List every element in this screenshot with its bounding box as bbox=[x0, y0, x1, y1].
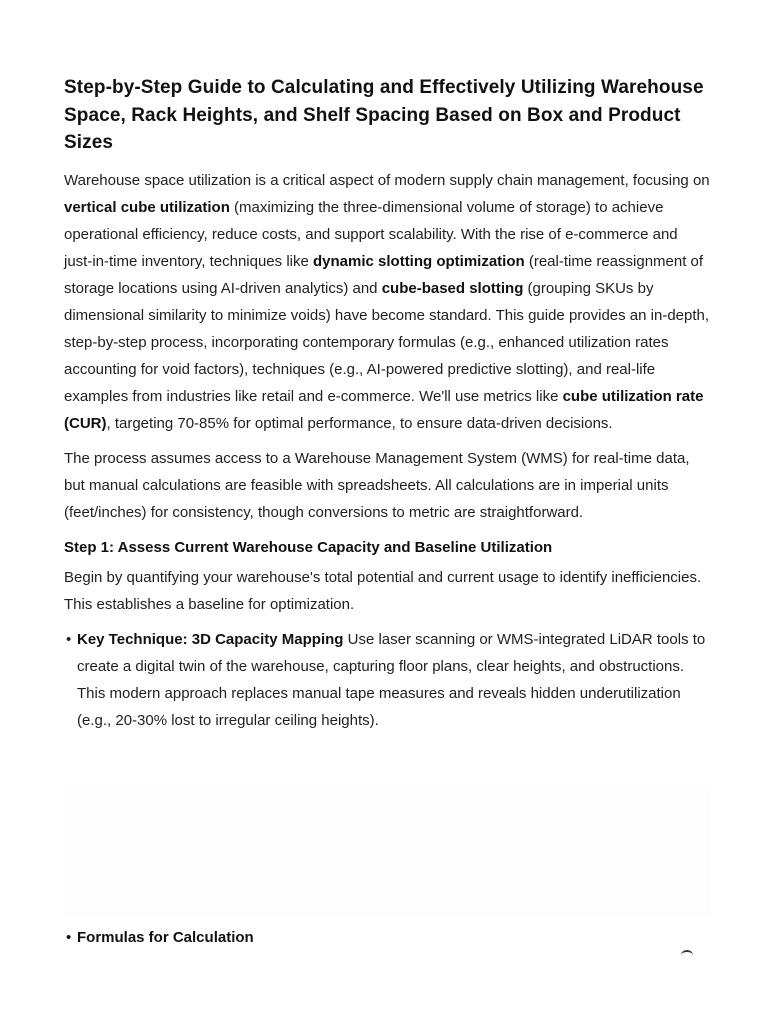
bullet-marker: • bbox=[66, 929, 72, 946]
intro-text-3: (real-time reassignment of storage locations using AI-driven analytics) and bbox=[64, 252, 704, 297]
step1-bullet-list bbox=[64, 626, 710, 734]
intro-text-1: Warehouse space utilization is a critical aspect of modern supply chain management, focusing on bbox=[64, 171, 710, 189]
step1-paragraph: Begin by quantifying your warehouse's total potential and current usage to identify inefficiencies. This establishes a baseline for optimization. bbox=[64, 568, 702, 613]
intro-bold-cube-slotting: cube-based slotting bbox=[381, 279, 524, 297]
page-curl-icon bbox=[681, 950, 693, 960]
intro-bold-cur: cube utilization rate (CUR) bbox=[64, 387, 704, 432]
intro-text-2: (maximizing the three-dimensional volume of storage) to achieve operational efficiency, reduce costs, and support scalability. With the rise of e-commerce and just-in-time inventory, techniques like bbox=[64, 198, 678, 270]
document-body bbox=[64, 74, 710, 734]
process-paragraph: The process assumes access to a Warehouse Management System (WMS) for real-time data, but manual calculations are feasible with spreadsheets. All calculations are in imperial units (feet/inches) for consistency, though conversions to metric are straightforward. bbox=[64, 449, 690, 521]
intro-bold-dynamic-slotting: dynamic slotting optimization bbox=[313, 252, 525, 270]
bullet-bold-label: Key Technique: 3D Capacity Mapping bbox=[77, 630, 344, 648]
intro-text-4: (grouping SKUs by dimensional similarity to minimize voids) have become standard. This guide provides an in-depth, step-by-step process, incorporating contemporary formulas (e.g., enhanced utilization rates accounting for void factors), techniques (e.g., AI-powered predictive slotting), and real-life examples from industries like retail and e-commerce. We'll use metrics like bbox=[64, 279, 710, 405]
bullet-text: Use laser scanning or WMS-integrated LiDAR tools to create a digital twin of the warehouse, capturing floor plans, clear heights, and obstructions. This modern approach replaces manual tape measures and reveals hidden underutilization (e.g., 20-30% lost to irregular ceiling heights). bbox=[77, 630, 706, 729]
intro-bold-vertical-cube: vertical cube utilization bbox=[64, 198, 230, 216]
page-title: Step-by-Step Guide to Calculating and Effectively Utilizing Warehouse Space, Rack Heights, and Shelf Spacing Based on Box and Product Sizes bbox=[64, 77, 704, 153]
bullet-marker: • bbox=[66, 630, 72, 648]
bullet-bold-label: Formulas for Calculation bbox=[77, 929, 254, 946]
intro-paragraph bbox=[64, 167, 710, 437]
list-item bbox=[64, 626, 710, 734]
list-item-formulas bbox=[64, 926, 710, 950]
blank-area bbox=[64, 786, 710, 916]
intro-text-5: , targeting 70-85% for optimal performance, to ensure data-driven decisions. bbox=[106, 414, 613, 432]
step1-heading: Step 1: Assess Current Warehouse Capacity and Baseline Utilization bbox=[64, 538, 553, 556]
